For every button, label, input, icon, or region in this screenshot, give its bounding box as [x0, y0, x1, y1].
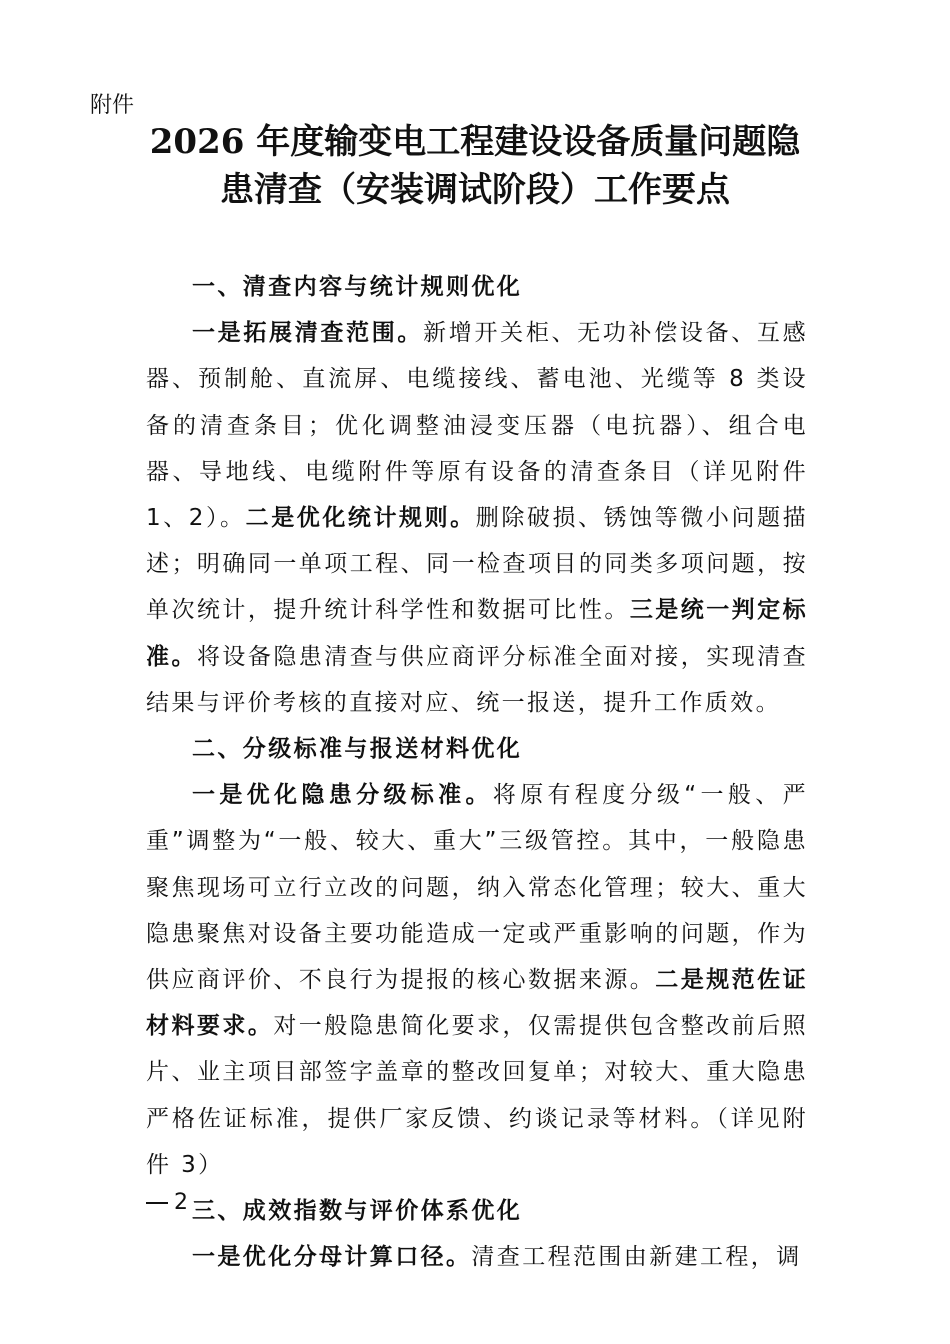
body-paragraph — [146, 1234, 808, 1280]
emphasis-lead: 二是优化统计规则。 — [245, 505, 476, 532]
page-number: 2 — [174, 1190, 188, 1215]
title-line-1: 2026 年度输变电工程建设设备质量问题隐 — [149, 122, 801, 162]
section-heading: 三、成效指数与评价体系优化 — [192, 1198, 523, 1225]
paragraph-text: 新增开关柜、无功补偿设备、互感器、预制舱、直流屏、电缆接线、蓄电池、光缆等 8 类设备的清查条目；优化调整油浸变压器（电抗器）、组合电器、导地线、电缆附件等原有设备的清查条目（详见附件 1、2）。 — [146, 320, 808, 532]
attachment-label: 附件 — [90, 93, 135, 118]
body-paragraph — [146, 772, 808, 1188]
emphasis-lead: 一是优化隐患分级标准。 — [192, 782, 493, 809]
paragraph-text: 将原有程度分级“一般、严重”调整为“一般、较大、重大”三级管控。其中，一般隐患聚焦现场可立行立改的问题，纳入常态化管理；较大、重大隐患聚焦对设备主要功能造成一定或严重影响的问题，作为供应商评价、不良行为提报的核心数据来源。 — [146, 782, 808, 994]
paragraph-text: 删除破损、锈蚀等微小问题描述；明确同一单项工程、同一检查项目的同类多项问题，按单次统计，提升统计科学性和数据可比性。 — [146, 505, 808, 624]
footer-dash — [146, 1202, 168, 1204]
emphasis-lead: 二是规范佐证材料要求。 — [146, 967, 809, 1040]
document-body — [146, 264, 808, 1280]
emphasis-lead: 一是优化分母计算口径。 — [192, 1244, 472, 1271]
document-title — [100, 118, 850, 214]
page-footer — [146, 1190, 188, 1215]
emphasis-lead: 一是拓展清查范围。 — [192, 320, 424, 347]
section-heading: 一、清查内容与统计规则优化 — [192, 274, 523, 300]
emphasis-lead: 三是统一判定标准。 — [146, 597, 808, 670]
title-line-2: 患清查（安装调试阶段）工作要点 — [220, 170, 730, 210]
paragraph-text: 清查工程范围由新建工程，调 — [471, 1244, 802, 1271]
section-heading: 二、分级标准与报送材料优化 — [192, 736, 523, 763]
body-paragraph — [146, 310, 808, 726]
paragraph-text: 对一般隐患简化要求，仅需提供包含整改前后照片、业主项目部签字盖章的整改回复单；对较大、重大隐患严格佐证标准，提供厂家反馈、约谈记录等材料。（详见附件 3） — [146, 1013, 809, 1178]
paragraph-text: 将设备隐患清查与供应商评分标准全面对接，实现清查结果与评价考核的直接对应、统一报送，提升工作质效。 — [146, 643, 808, 716]
